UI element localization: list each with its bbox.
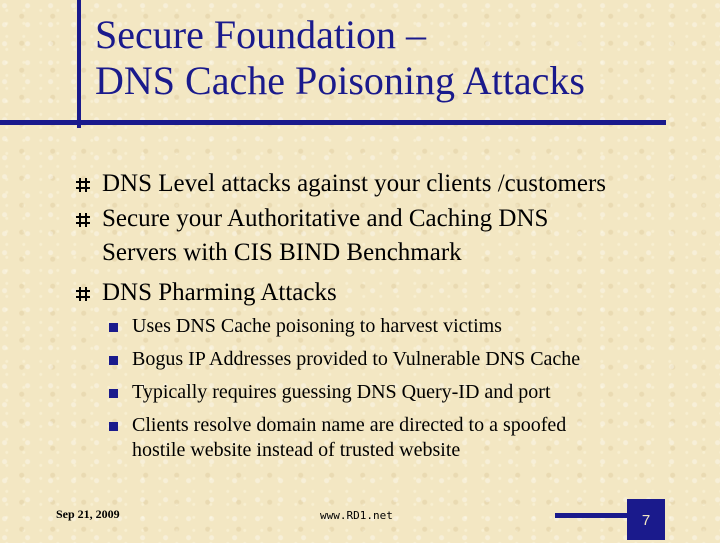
bullet-item bbox=[102, 202, 702, 236]
hash-bullet-icon bbox=[76, 287, 90, 301]
footer-date: Sep 21, 2009 bbox=[56, 507, 120, 521]
title-line-2: DNS Cache Poisoning Attacks bbox=[95, 58, 585, 103]
hash-bullet-icon bbox=[76, 213, 90, 227]
square-bullet-icon bbox=[109, 323, 118, 332]
sub-bullet-text: hostile website instead of trusted website bbox=[132, 439, 461, 461]
sub-bullet-text: Typically requires guessing DNS Query-ID and port bbox=[132, 381, 551, 403]
hash-bullet-icon bbox=[76, 178, 90, 192]
bullet-text: Secure your Authoritative and Caching DNS bbox=[102, 205, 549, 232]
sub-bullet-text: Uses DNS Cache poisoning to harvest victims bbox=[132, 315, 502, 337]
bullet-continuation bbox=[102, 236, 702, 270]
sub-bullet-text: Bogus IP Addresses provided to Vulnerable DNS Cache bbox=[132, 348, 581, 370]
bullet-text: DNS Level attacks against your clients /customers bbox=[102, 170, 607, 197]
square-bullet-icon bbox=[109, 389, 118, 398]
page-number: 7 bbox=[627, 499, 665, 540]
sub-bullet-text: Clients resolve domain name are directed to a spoofed bbox=[132, 414, 567, 436]
sub-bullet-item bbox=[132, 380, 702, 405]
bullet-item bbox=[102, 167, 702, 201]
sub-bullet-item bbox=[132, 314, 702, 339]
bullet-text: Servers with CIS BIND Benchmark bbox=[102, 239, 462, 266]
bullet-text: DNS Pharming Attacks bbox=[102, 279, 337, 306]
sub-bullet-item bbox=[132, 413, 702, 438]
square-bullet-icon bbox=[109, 356, 118, 365]
footer-rule bbox=[555, 513, 635, 518]
title-line-1: Secure Foundation – bbox=[95, 12, 427, 57]
square-bullet-icon bbox=[109, 422, 118, 431]
bullet-item bbox=[102, 276, 702, 310]
sub-bullet-item bbox=[132, 347, 702, 372]
footer-url: www.RD1.net bbox=[320, 509, 393, 522]
sub-bullet-continuation bbox=[132, 438, 702, 463]
